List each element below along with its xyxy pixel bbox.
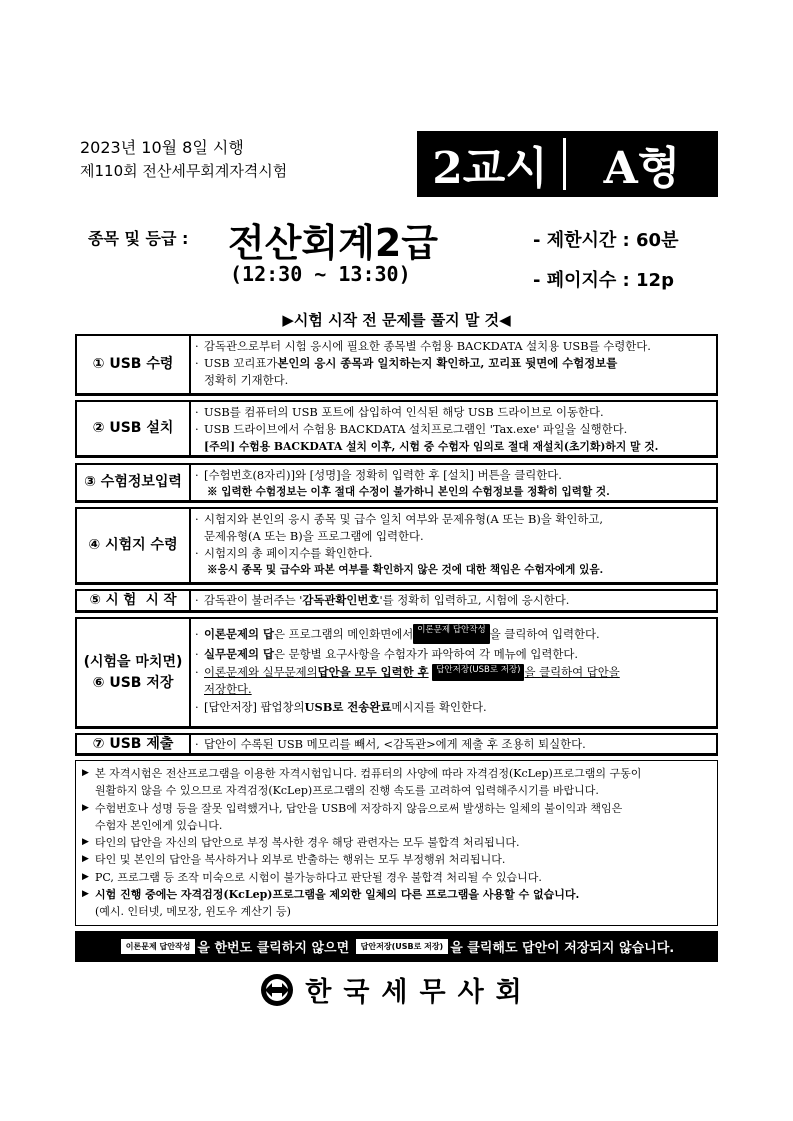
instruction-emphasis: 실무문제의 답 <box>204 647 274 661</box>
save-answer-button[interactable]: 답안저장(USB로 저장) <box>432 664 524 681</box>
instruction-line: [수험번호(8자리)]와 [성명]을 정확히 입력한 후 [설치] 버튼을 클릭한다. <box>204 468 562 482</box>
exam-round: 제110회 전산세무회계자격시험 <box>80 162 288 180</box>
instruction-line: 시험지와 본인의 응시 종목 및 급수 일치 여부와 문제유형(A 또는 B)을 확인하고, <box>204 512 604 526</box>
instruction-line: 시험지의 총 페이지수를 확인한다. <box>204 546 373 560</box>
notice-line: 수험자 본인에게 있습니다. <box>95 818 223 832</box>
arrow-icon: ▶ <box>82 768 89 778</box>
section-paper-receive: ④ 시험지 수령 · 시험지와 본인의 응시 종목 및 급수 일치 여부와 문제유형(A 또는 B)을 확인하고, 문제유형(A 또는 B)을 프로그램에 입력한다. · 시험지의 총 페이지수를 확인한다. ※응시 종목 및 급수와 파본 여부를 확인하지 않은 것에 대한 책임은 수험자에게 있음. <box>75 507 718 585</box>
instruction-line: 감독관이 불러주는 ' <box>204 593 303 607</box>
notice-line: 타인 및 본인의 답안을 복사하거나 외부로 반출하는 행위는 모두 부정행위 처리됩니다. <box>95 853 506 867</box>
instruction-line: USB를 컴퓨터의 USB 포트에 삽입하여 인식된 해당 USB 드라이브로 이동한다. <box>204 405 604 419</box>
organization-name: 한국세무사회 <box>305 977 534 1008</box>
notice-line: 타인의 답안을 자신의 답안으로 부정 복사한 경우 해당 관련자는 모두 불합격 처리됩니다. <box>95 836 520 850</box>
instruction-line: 저장한다. <box>204 682 252 696</box>
instruction-emphasis: 감독관확인번호 <box>302 593 380 607</box>
arrow-icon: ▶ <box>82 854 89 865</box>
caution-line: ※응시 종목 및 급수와 파본 여부를 확인하지 않은 것에 대한 책임은 수험자에게 있음. <box>207 564 604 576</box>
section-label-line: (시험을 마치면) <box>83 654 183 671</box>
banner-text: 을 클릭해도 답안이 저장되지 않습니다. <box>450 941 675 956</box>
instruction-emphasis: USB로 전송완료 <box>304 700 392 714</box>
warning-banner <box>75 931 718 962</box>
instruction-line: USB 드라이브에서 수험용 BACKDATA 설치프로그램인 'Tax.exe' 파일을 실행한다. <box>204 422 628 436</box>
instruction-line: 답안이 수록된 USB 메모리를 빼서, <감독관>에게 제출 후 조용히 퇴실한다. <box>204 737 586 751</box>
caution-line: [주의] 수험용 BACKDATA 설치 이후, 시험 중 수험자 임의로 절대 재설치(초기화)하지 말 것. <box>204 440 659 453</box>
instruction-line: 을 클릭하여 입력한다. <box>489 627 600 641</box>
instruction-emphasis: 답안을 모두 입력한 후 <box>317 665 429 679</box>
section-usb-submit: ⑦ USB 제출 · 답안이 수록된 USB 메모리를 빼서, <감독관>에게 제출 후 조용히 퇴실한다. <box>75 733 718 756</box>
section-label: ⑦ USB 제출 <box>77 735 191 753</box>
instruction-line: 이론문제와 실무문제의 <box>204 665 318 679</box>
banner-text: 을 한번도 클릭하지 않으면 <box>197 941 350 956</box>
arrow-icon: ▶ <box>82 802 89 813</box>
section-label: ② USB 설치 <box>77 402 191 455</box>
warning-text: ▶시험 시작 전 문제를 풀지 말 것◀ <box>282 311 511 329</box>
section-exam-start: ⑤ 시 험 시 작 · 감독관이 불러주는 ' 감독관확인번호 '를 정확히 입력하고, 시험에 응시한다. <box>75 589 718 613</box>
section-label: ① USB 수령 <box>77 336 191 393</box>
notice-line: PC, 프로그램 등 조작 미숙으로 시험이 불가능하다고 판단될 경우 불합격 처리될 수 있습니다. <box>95 870 542 884</box>
instruction-line: 은 문항별 요구사항을 수험자가 파악하여 각 메뉴에 입력한다. <box>274 647 579 661</box>
instruction-line: USB 꼬리표가 <box>204 356 278 370</box>
exam-type: A형 <box>603 143 681 194</box>
arrow-icon: ▶ <box>82 889 89 900</box>
arrow-icon: ▶ <box>82 871 89 882</box>
notice-line: 원활하지 않을 수 있으므로 자격검정(KcLep)프로그램의 진행 속도를 고려하여 입력해주시기를 바랍니다. <box>95 784 599 798</box>
theory-answer-button[interactable]: 이론문제 답안작성 <box>413 624 489 644</box>
period-label: 2교시 <box>432 143 548 194</box>
exam-date: 2023년 10월 8일 시행 <box>80 138 244 157</box>
section-label-line: ⑥ USB 저장 <box>92 674 174 691</box>
instruction-line: 메시지를 확인한다. <box>391 700 487 714</box>
notice-box <box>75 760 718 926</box>
instruction-line: '를 정확히 입력하고, 시험에 응시한다. <box>379 593 570 607</box>
page-count: - 페이지수 : 12p <box>533 270 674 291</box>
caution-line: ※ 입력한 수험정보는 이후 절대 수정이 불가하니 본인의 수험정보를 정확히 입력할 것. <box>207 486 610 498</box>
exam-time: (12:30 ~ 13:30) <box>230 262 411 286</box>
section-usb-receive: ① USB 수령 · 감독관으로부터 시험 응시에 필요한 종목별 수험용 BACKDATA 설치용 USB를 수령한다. · USB 꼬리표가 본인의 응시 종목과 일치하는지 확인하고, 꼬리표 뒷면에 수험정보를 정확히 기재한다. <box>75 334 718 396</box>
organization-logo-icon <box>259 972 295 1008</box>
instruction-emphasis: 이론문제의 답 <box>204 627 274 641</box>
instruction-emphasis: 본인의 응시 종목과 일치하는지 확인하고, 꼬리표 뒷면에 수험정보를 <box>277 356 618 370</box>
subject-label: 종목 및 등급 : <box>88 229 189 248</box>
subject-name: 전산회계2급 <box>228 221 438 265</box>
notice-line: (예시. 인터넷, 메모장, 윈도우 계산기 등) <box>95 905 291 919</box>
notice-line: 본 자격시험은 전산프로그램을 이용한 자격시험입니다. 컴퓨터의 사양에 따라 자격검정(KcLep)프로그램의 구동이 <box>95 767 642 780</box>
instruction-line: 감독관으로부터 시험 응시에 필요한 종목별 수험용 BACKDATA 설치용 USB를 수령한다. <box>204 339 651 353</box>
save-answer-button[interactable]: 답안저장(USB로 저장) <box>356 939 449 954</box>
section-label: ⑤ 시 험 시 작 <box>77 591 191 610</box>
instruction-line: 정확히 기재한다. <box>204 373 289 387</box>
period-box <box>417 131 718 197</box>
notice-line: 수험번호나 성명 등을 잘못 입력했거나, 답안을 USB에 저장하지 않음으로써 발생하는 일체의 불이익과 책임은 <box>95 801 623 815</box>
arrow-icon: ▶ <box>82 837 89 848</box>
instruction-line: 문제유형(A 또는 B)을 프로그램에 입력한다. <box>204 529 424 543</box>
section-usb-save: (시험을 마치면) ⑥ USB 저장 · 이론문제의 답 은 프로그램의 메인화면에서 이론문제 답안작성 을 클릭하여 입력한다. · 실무문제의 답 은 문항별 요구사항을 수험자가 파악하여 각 메뉴에 입력한다. · 이론문제와 실무문제의 답안을 모두 입력한 후 답안저장(USB로 저장) 을 클릭하여 답안을 저장한다. · [답안저장] 팝업창의 USB로 전송완료 메시지를 확인한다. <box>75 617 718 729</box>
section-label: ④ 시험지 수령 <box>77 509 191 582</box>
theory-answer-button[interactable]: 이론문제 답안작성 <box>121 939 196 954</box>
instruction-line: 을 클릭하여 답안을 <box>524 665 620 679</box>
section-label <box>77 619 191 726</box>
instruction-line: [답안저장] 팝업창의 <box>204 700 305 714</box>
instruction-line: 은 프로그램의 메인화면에서 <box>274 627 414 641</box>
section-label: ③ 수험정보입력 <box>77 465 191 500</box>
section-usb-install: ② USB 설치 · USB를 컴퓨터의 USB 포트에 삽입하여 인식된 해당 USB 드라이브로 이동한다. · USB 드라이브에서 수험용 BACKDATA 설치프로그램인 'Tax.exe' 파일을 실행한다. [주의] 수험용 BACKDATA 설치 이후, 시험 중 수험자 임의로 절대 재설치(초기화)하지 말 것. <box>75 400 718 458</box>
section-info-entry: ③ 수험정보입력 · [수험번호(8자리)]와 [성명]을 정확히 입력한 후 [설치] 버튼을 클릭한다. ※ 입력한 수험정보는 이후 절대 수정이 불가하니 본인의 수험정보를 정확히 입력할 것. <box>75 463 718 503</box>
organization-footer <box>0 970 793 1009</box>
time-limit: - 제한시간 : 60분 <box>533 230 679 251</box>
notice-line: 시험 진행 중에는 자격검정(KcLep)프로그램을 제외한 일체의 다른 프로그램을 사용할 수 없습니다. <box>95 888 580 902</box>
